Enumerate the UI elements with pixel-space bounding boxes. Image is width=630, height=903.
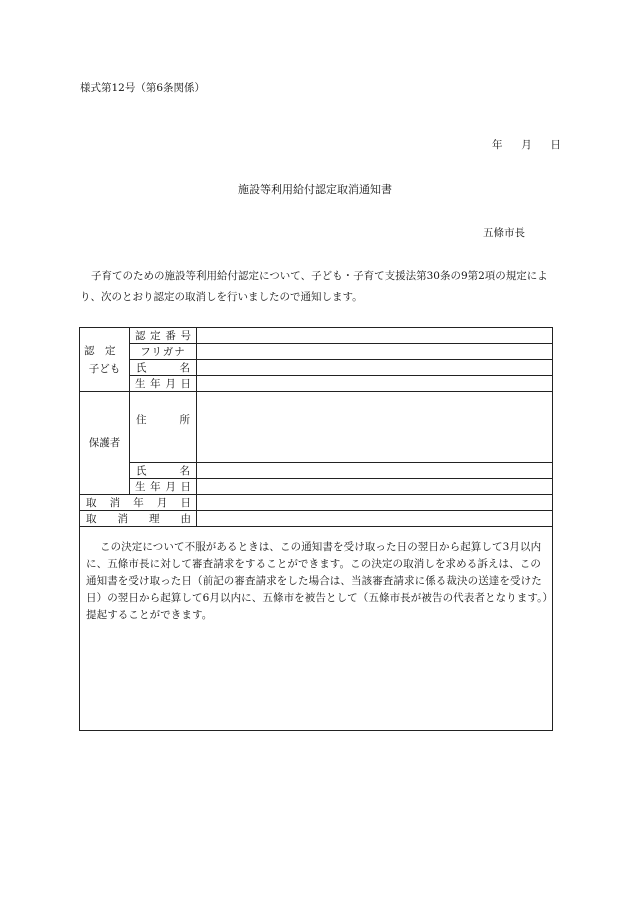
label-char: 取 [86, 497, 97, 509]
label-char: 氏 [136, 465, 147, 477]
label-char: 名 [179, 362, 190, 374]
cancel-date-field[interactable] [197, 495, 553, 511]
child-group-label [80, 328, 130, 392]
date-month-label: 月 [521, 139, 532, 151]
label-char: 氏 [136, 362, 147, 374]
cancel-reason-label [80, 511, 197, 527]
date-line [492, 137, 561, 152]
cancellation-table [79, 327, 553, 731]
cert-number-label [130, 328, 197, 344]
label-char: 消 [117, 513, 128, 525]
label-char: 年 [133, 497, 144, 509]
guardian-address-field[interactable] [197, 392, 553, 463]
label-char: 消 [109, 497, 121, 509]
label-char: 所 [179, 414, 190, 426]
child-name-label [130, 360, 197, 376]
label-char: 定 [150, 330, 161, 342]
child-group-line1: 認 定 [84, 344, 116, 357]
guardian-birthdate-label [130, 479, 197, 495]
label-char: 由 [180, 513, 191, 525]
issuer-name: 五條市長 [483, 227, 525, 239]
label-char: 日 [180, 497, 191, 509]
label-char: 月 [165, 481, 176, 493]
guardian-name-field[interactable] [197, 463, 553, 479]
cancel-reason-field[interactable] [197, 511, 553, 527]
label-char: 年 [150, 481, 161, 493]
furigana-label [130, 344, 197, 360]
label-char: 認 [135, 330, 146, 342]
label-char: 名 [179, 465, 190, 477]
child-name-field[interactable] [197, 360, 553, 376]
cancel-date-label [80, 495, 197, 511]
label-char: 月 [165, 378, 176, 390]
label-char: 生 [135, 378, 146, 390]
date-year-label: 年 [492, 139, 503, 151]
label-char: 年 [150, 378, 161, 390]
label-char: 日 [180, 481, 191, 493]
form-number: 様式第12号（第6条関係） [80, 82, 206, 94]
cert-number-field[interactable] [197, 328, 553, 344]
document-title: 施設等利用給付認定取消通知書 [238, 183, 392, 196]
date-day-label: 日 [550, 139, 561, 151]
label-char: 日 [180, 378, 191, 390]
appeal-notice: この決定について不服があるときは、この通知書を受け取った日の翌日から起算して3月以内に、五條市長に対して審査請求をすることができます。この決定の取消しを求める訴えは、この通知書を受け取った日（前記の審査請求をした場合は、当該審査請求に係る裁決の送達を受けた日）の翌日から起算して6月以内に、五條市を被告として（五條市長が被告の代表者となります。）提起することができます。 [80, 527, 553, 731]
label-char: 取 [86, 513, 97, 525]
guardian-birthdate-field[interactable] [197, 479, 553, 495]
guardian-address-label [130, 392, 197, 463]
label-char: 番 [165, 330, 176, 342]
guardian-group-label: 保護者 [80, 392, 130, 495]
label-char: 生 [135, 481, 146, 493]
furigana-text: フリガナ [140, 346, 186, 358]
furigana-field[interactable] [197, 344, 553, 360]
guardian-name-label [130, 463, 197, 479]
child-group-line2: 子ども [88, 362, 121, 375]
label-char: 住 [136, 414, 147, 426]
label-char: 号 [180, 330, 191, 342]
label-char: 理 [149, 513, 160, 525]
intro-paragraph: 子育てのための施設等利用給付認定について、子ども・子育て支援法第30条の9第2項の規定により、次のとおり認定の取消しを行いましたので通知します。 [80, 270, 548, 303]
child-birthdate-label [130, 376, 197, 392]
child-birthdate-field[interactable] [197, 376, 553, 392]
label-char: 月 [156, 497, 168, 509]
